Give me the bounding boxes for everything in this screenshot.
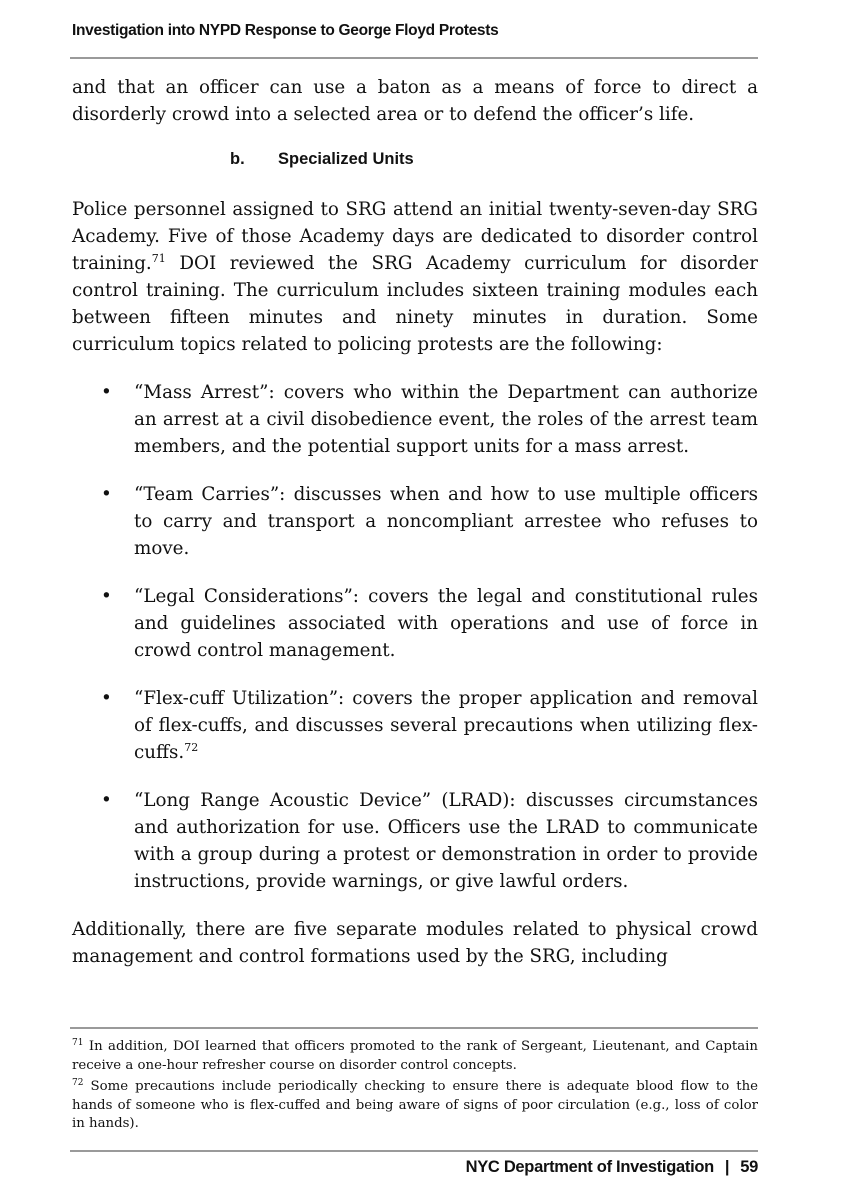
bullet-item — [101, 583, 758, 664]
section-heading — [230, 150, 414, 169]
bullet-icon: • — [101, 382, 112, 403]
header-divider — [70, 57, 758, 59]
bullet-icon: • — [101, 484, 112, 505]
bullet-item — [101, 685, 758, 766]
bullet-icon: • — [101, 688, 112, 709]
footer-org: NYC Department of Investigation — [465, 1158, 714, 1176]
footnote-ref[interactable]: 71 — [151, 252, 166, 265]
paragraph-srg — [72, 196, 758, 358]
paragraph-text: Additionally, there are five separate modules related to physical crowd management and control formations used by the SRG, including — [72, 919, 758, 967]
bullet-text: “Long Range Acoustic Device” (LRAD): discusses circumstances and authorization for use. Officers use the LRAD to communicate with a group during a protest or demonstration in order to provide instructions, provide warnings, or give lawful orders. — [134, 790, 758, 892]
footnote-number: 72 — [72, 1078, 84, 1088]
footnote — [72, 1038, 758, 1075]
paragraph-continued — [72, 74, 758, 128]
footnote-number: 71 — [72, 1038, 84, 1048]
paragraph-text: Police personnel assigned to SRG attend an initial twenty-seven-day SRG Academy. Five of those Academy days are dedicated to disorder control training. — [72, 199, 758, 274]
page-footer — [466, 1158, 758, 1177]
paragraph-text: DOI reviewed the SRG Academy curriculum for disorder control training. The curriculum includes sixteen training modules each between fifteen minutes and ninety minutes in duration. Some curriculum topics related to policing protests are the following: — [72, 253, 758, 355]
running-header: Investigation into NYPD Response to George Floyd Protests — [72, 22, 499, 39]
footnote-text: In addition, DOI learned that officers promoted to the rank of Sergeant, Lieutenant, and Captain receive a one-hour refresher course on disorder control concepts. — [72, 1039, 758, 1073]
bullet-item — [101, 787, 758, 895]
footnote-divider — [70, 1027, 758, 1029]
bullet-text: “Mass Arrest”: covers who within the Department can authorize an arrest at a civil disobedience event, the roles of the arrest team members, and the potential support units for a mass arrest. — [134, 382, 758, 457]
footnote-ref[interactable]: 72 — [184, 741, 199, 754]
bullet-item — [101, 481, 758, 562]
bullet-text: “Legal Considerations”: covers the legal and constitutional rules and guidelines associated with operations and use of force in crowd control management. — [134, 586, 758, 661]
section-title: Specialized Units — [278, 150, 414, 168]
bullet-text: “Flex-cuff Utilization”: covers the proper application and removal of flex-cuffs, and discusses several precautions when utilizing flex-cuffs. — [134, 688, 758, 763]
bullet-icon: • — [101, 790, 112, 811]
page-number: 59 — [740, 1158, 758, 1176]
bullet-icon: • — [101, 586, 112, 607]
section-number: b. — [230, 150, 245, 168]
footnote — [72, 1078, 758, 1134]
paragraph-text: and that an officer can use a baton as a means of force to direct a disorderly crowd into a selected area or to defend the officer’s life. — [72, 77, 758, 125]
footnote-text: Some precautions include periodically checking to ensure there is adequate blood flow to the hands of someone who is flex-cuffed and being aware of signs of poor circulation (e.g., loss of color in hands). — [72, 1079, 758, 1131]
paragraph-final — [72, 916, 758, 970]
bullet-item — [101, 379, 758, 460]
footer-divider — [70, 1150, 758, 1152]
footer-separator: | — [724, 1158, 730, 1176]
bullet-text: “Team Carries”: discusses when and how to use multiple officers to carry and transport a noncompliant arrestee who refuses to move. — [134, 484, 758, 559]
